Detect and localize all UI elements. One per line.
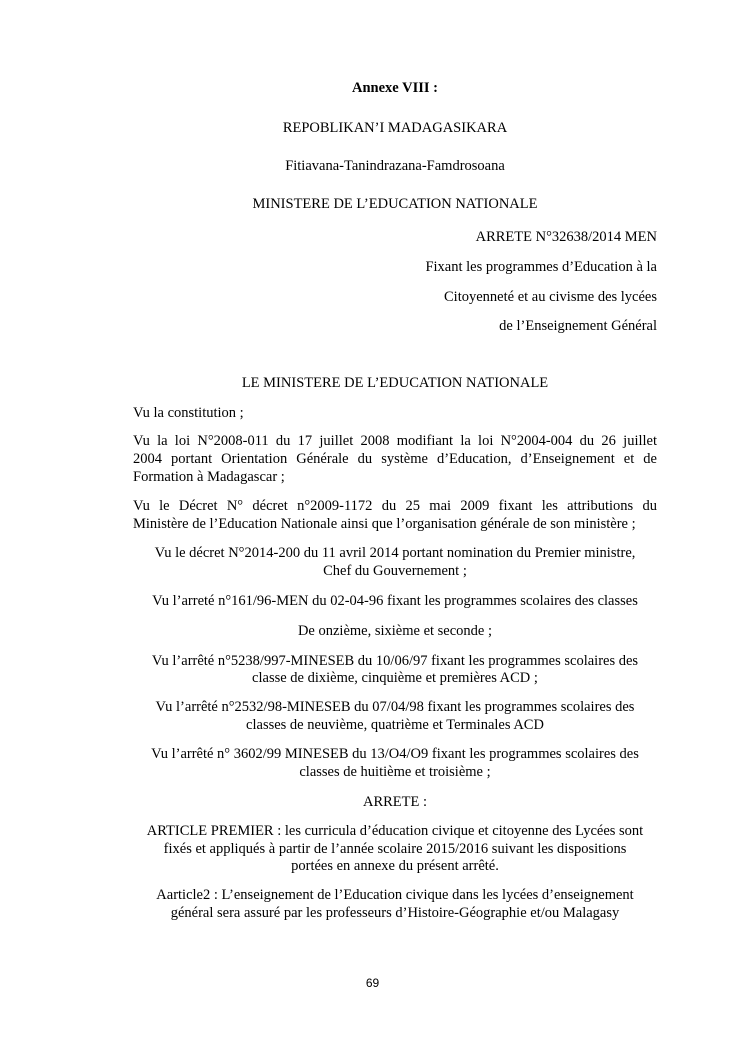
paragraph-line: Vu le Décret N° décret n°2009-1172 du 25 mai 2009 fixant les attributions du xyxy=(133,498,657,514)
authority-heading: LE MINISTERE DE L’EDUCATION NATIONALE xyxy=(241,375,549,391)
decree-subject-line: Citoyenneté et au civisme des lycées xyxy=(444,289,657,305)
decree-subject-line: Fixant les programmes d’Education à la xyxy=(425,259,657,275)
paragraph-line: 2004 portant Orientation Générale du système d’Education, d’Enseignement et de xyxy=(133,451,657,467)
visa-arrete-161: Vu l’arreté n°161/96-MEN du 02-04-96 fixant les programmes scolaires des classes xyxy=(152,593,638,609)
republic-name: REPOBLIKAN’I MADAGASIKARA xyxy=(282,120,508,136)
ministry-header: MINISTERE DE L’EDUCATION NATIONALE xyxy=(252,196,538,212)
paragraph-line: fixés et appliqués à partir de l’année scolaire 2015/2016 suivant les dispositions xyxy=(163,841,627,857)
paragraph-line: Aarticle2 : L’enseignement de l’Education civique dans les lycées d’enseignement xyxy=(156,887,634,903)
paragraph-line: Ministère de l’Education Nationale ainsi que l’organisation générale de son ministère ; xyxy=(133,516,636,532)
paragraph-line: Formation à Madagascar ; xyxy=(133,469,285,485)
paragraph-line: Vu l’arrêté n° 3602/99 MINESEB du 13/O4/O9 fixant les programmes scolaires des xyxy=(151,746,639,762)
paragraph-line: Vu la loi N°2008-011 du 17 juillet 2008 modifiant la loi N°2004-004 du 26 juillet xyxy=(133,433,657,449)
decree-number: ARRETE N°32638/2014 MEN xyxy=(475,229,657,245)
paragraph-line: classes de huitième et troisième ; xyxy=(299,764,491,780)
paragraph-line: portées en annexe du présent arrêté. xyxy=(291,858,499,874)
paragraph-line: Chef du Gouvernement ; xyxy=(323,563,467,579)
paragraph-line: général sera assuré par les professeurs d’Histoire-Géographie et/ou Malagasy xyxy=(170,905,620,921)
paragraph-line: Vu le décret N°2014-200 du 11 avril 2014 portant nomination du Premier ministre, xyxy=(154,545,636,561)
paragraph-line: ARTICLE PREMIER : les curricula d’éducation civique et citoyenne des Lycées sont xyxy=(146,823,644,839)
arrete-heading: ARRETE : xyxy=(362,794,428,810)
paragraph-line: classe de dixième, cinquième et premières ACD ; xyxy=(252,670,538,686)
paragraph-line: Vu l’arrêté n°2532/98-MINESEB du 07/04/98 fixant les programmes scolaires des xyxy=(155,699,635,715)
paragraph-line: classes de neuvième, quatrième et Terminales ACD xyxy=(246,717,544,733)
page-number: 69 xyxy=(365,976,380,990)
visa-constitution: Vu la constitution ; xyxy=(133,405,244,421)
visa-arrete-161-classes: De onzième, sixième et seconde ; xyxy=(297,623,493,639)
paragraph-line: Vu l’arrêté n°5238/997-MINESEB du 10/06/97 fixant les programmes scolaires des xyxy=(151,653,639,669)
national-motto: Fitiavana-Tanindrazana-Famdrosoana xyxy=(285,158,505,174)
annex-title: Annexe VIII : xyxy=(352,80,438,96)
decree-subject-line: de l’Enseignement Général xyxy=(499,318,657,334)
